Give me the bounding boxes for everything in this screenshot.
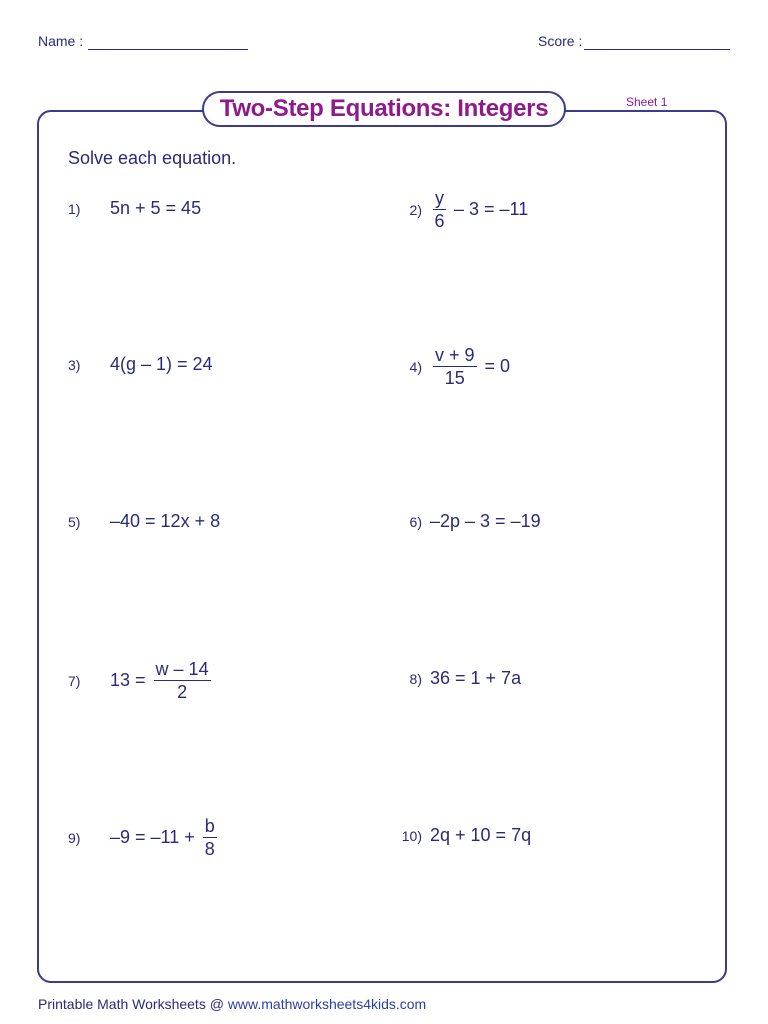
problem-3 <box>68 354 213 375</box>
score-label: Score : <box>538 33 583 49</box>
problem-9 <box>68 817 220 858</box>
problem-7 <box>68 660 214 701</box>
equation-rest: = 0 <box>479 356 511 376</box>
fraction-denominator: 8 <box>204 839 215 859</box>
equation: 4(g – 1) = 24 <box>110 354 213 374</box>
equation <box>110 660 214 701</box>
problem-number: 6) <box>409 513 422 530</box>
equation-lead: 13 = <box>110 670 151 690</box>
problem-number: 10) <box>401 827 422 844</box>
equation: –40 = 12x + 8 <box>110 511 221 531</box>
equation-lead: –9 = –11 + <box>110 827 200 847</box>
problem-8 <box>386 668 521 689</box>
problem-number: 1) <box>68 200 81 217</box>
problem-number: 9) <box>68 829 81 846</box>
equation: 5n + 5 = 45 <box>110 198 202 218</box>
equation-rest: – 3 = –11 <box>449 199 529 219</box>
problem-2 <box>386 189 528 230</box>
equation: 36 = 1 + 7a <box>430 668 522 688</box>
footer <box>38 996 426 1012</box>
problem-number: 2) <box>409 201 422 218</box>
problem-number: 3) <box>68 356 81 373</box>
instruction-text: Solve each equation. <box>68 148 237 168</box>
problem-number: 4) <box>409 358 422 375</box>
title-banner <box>202 91 566 127</box>
fraction <box>433 346 477 387</box>
name-label: Name : <box>38 33 84 49</box>
equation <box>430 189 528 230</box>
fraction-denominator: 15 <box>444 368 465 388</box>
problem-number: 5) <box>68 513 81 530</box>
equation <box>110 817 220 858</box>
fraction-denominator: 2 <box>177 682 188 702</box>
fraction-numerator: w – 14 <box>155 659 209 679</box>
name-field-line[interactable] <box>88 49 248 50</box>
fraction-numerator: b <box>204 816 215 836</box>
problem-4 <box>386 346 510 387</box>
problem-number: 8) <box>409 670 422 687</box>
problem-6 <box>386 511 541 532</box>
page-title: Two-Step Equations: Integers <box>219 95 549 122</box>
equation: 2q + 10 = 7q <box>430 825 532 845</box>
problem-1 <box>68 198 201 219</box>
equation <box>430 346 510 387</box>
fraction <box>154 660 211 701</box>
problem-number: 7) <box>68 672 81 689</box>
score-field-line[interactable] <box>584 49 730 50</box>
fraction-numerator: v + 9 <box>435 345 475 365</box>
problem-5 <box>68 511 220 532</box>
footer-link[interactable]: www.mathworksheets4kids.com <box>227 996 427 1012</box>
fraction <box>203 817 217 858</box>
problem-10 <box>386 825 531 846</box>
fraction <box>433 189 446 230</box>
sheet-label: Sheet 1 <box>626 95 668 109</box>
fraction-numerator: y <box>435 188 444 208</box>
footer-prefix: Printable Math Worksheets @ <box>38 996 228 1012</box>
equation: –2p – 3 = –19 <box>430 511 541 531</box>
fraction-denominator: 6 <box>434 211 445 231</box>
